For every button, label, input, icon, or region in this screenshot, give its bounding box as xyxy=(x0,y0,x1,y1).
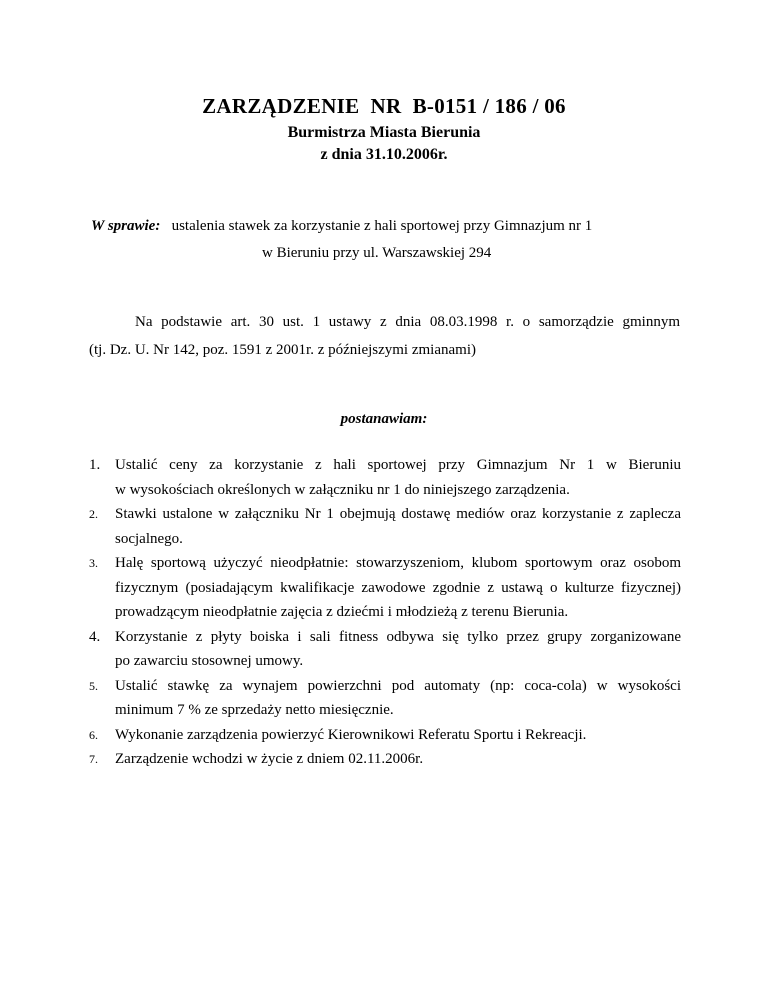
item-text-line: Ustalić ceny za korzystanie z hali sportowej przy Gimnazjum Nr 1 w Bieruniu xyxy=(115,457,681,473)
document-title: ZARZĄDZENIE NR B-0151 / 186 / 06 xyxy=(202,94,566,118)
item-text-line: minimum 7 % ze sprzedaży netto miesięcznie. xyxy=(115,702,394,718)
item-text-line: po zawarciu stosownej umowy. xyxy=(115,653,304,669)
item-text-line: Stawki ustalone w załączniku Nr 1 obejmują dostawę mediów oraz korzystanie z zaplecza xyxy=(115,506,681,522)
document-date: z dnia 31.10.2006r. xyxy=(320,146,448,163)
item-number: 6. xyxy=(89,727,98,742)
item-text-line: Ustalić stawkę za wynajem powierzchni pod automaty (np: coca-cola) w wysokości xyxy=(115,677,681,694)
item-text-line: w wysokościach określonych w załączniku nr 1 do niniejszego zarządzenia. xyxy=(115,481,570,498)
item-number: 4. xyxy=(89,628,101,645)
decision-heading: postanawiam: xyxy=(340,411,428,427)
subject-line-1 xyxy=(91,218,592,235)
subject-text-2: w Bieruniu przy ul. Warszawskiej 294 xyxy=(262,245,492,261)
item-number: 2. xyxy=(89,507,98,521)
list-item xyxy=(89,674,681,723)
item-text-line: socjalnego. xyxy=(115,530,183,547)
list-item xyxy=(89,502,681,551)
item-text-line: fizycznym (posiadającym kwalifikacje zawodowe zgodnie z ustawą o kulturze fizycznej) xyxy=(115,579,681,596)
document-issuer: Burmistrza Miasta Bierunia xyxy=(287,124,481,141)
list-item xyxy=(89,453,681,502)
item-number: 5. xyxy=(89,678,98,693)
item-number: 7. xyxy=(89,752,98,766)
item-number: 1. xyxy=(89,457,101,473)
subject-text-1: ustalenia stawek za korzystanie z hali sportowej przy Gimnazjum nr 1 xyxy=(171,218,593,234)
list-item xyxy=(89,551,681,625)
item-text-line: Zarządzenie wchodzi w życie z dniem 02.11.2006r. xyxy=(115,751,424,767)
list-item xyxy=(89,625,681,674)
legal-basis-line-2: (tj. Dz. U. Nr 142, poz. 1591 z 2001r. z późniejszymi zmianami) xyxy=(89,342,476,358)
item-text-line: Wykonanie zarządzenia powierzyć Kierownikowi Referatu Sportu i Rekreacji. xyxy=(115,726,587,743)
item-text-line: prowadzącym nieodpłatnie zajęcia z dziećmi i młodzieżą z terenu Bierunia. xyxy=(115,604,569,620)
list-item xyxy=(89,747,681,772)
provisions-list xyxy=(89,453,681,772)
item-text-line: Korzystanie z płyty boiska i sali fitness odbywa się tylko przez grupy zorganizowane xyxy=(115,628,681,645)
item-text-line: Halę sportową użyczyć nieodpłatnie: stowarzyszeniom, klubom sportowym oraz osobom xyxy=(115,555,681,571)
item-number: 3. xyxy=(89,556,98,570)
subject-label: W sprawie: xyxy=(91,218,161,234)
legal-basis-line-1: Na podstawie art. 30 ust. 1 ustawy z dnia 08.03.1998 r. o samorządzie gminnym xyxy=(135,314,680,330)
list-item xyxy=(89,723,681,748)
